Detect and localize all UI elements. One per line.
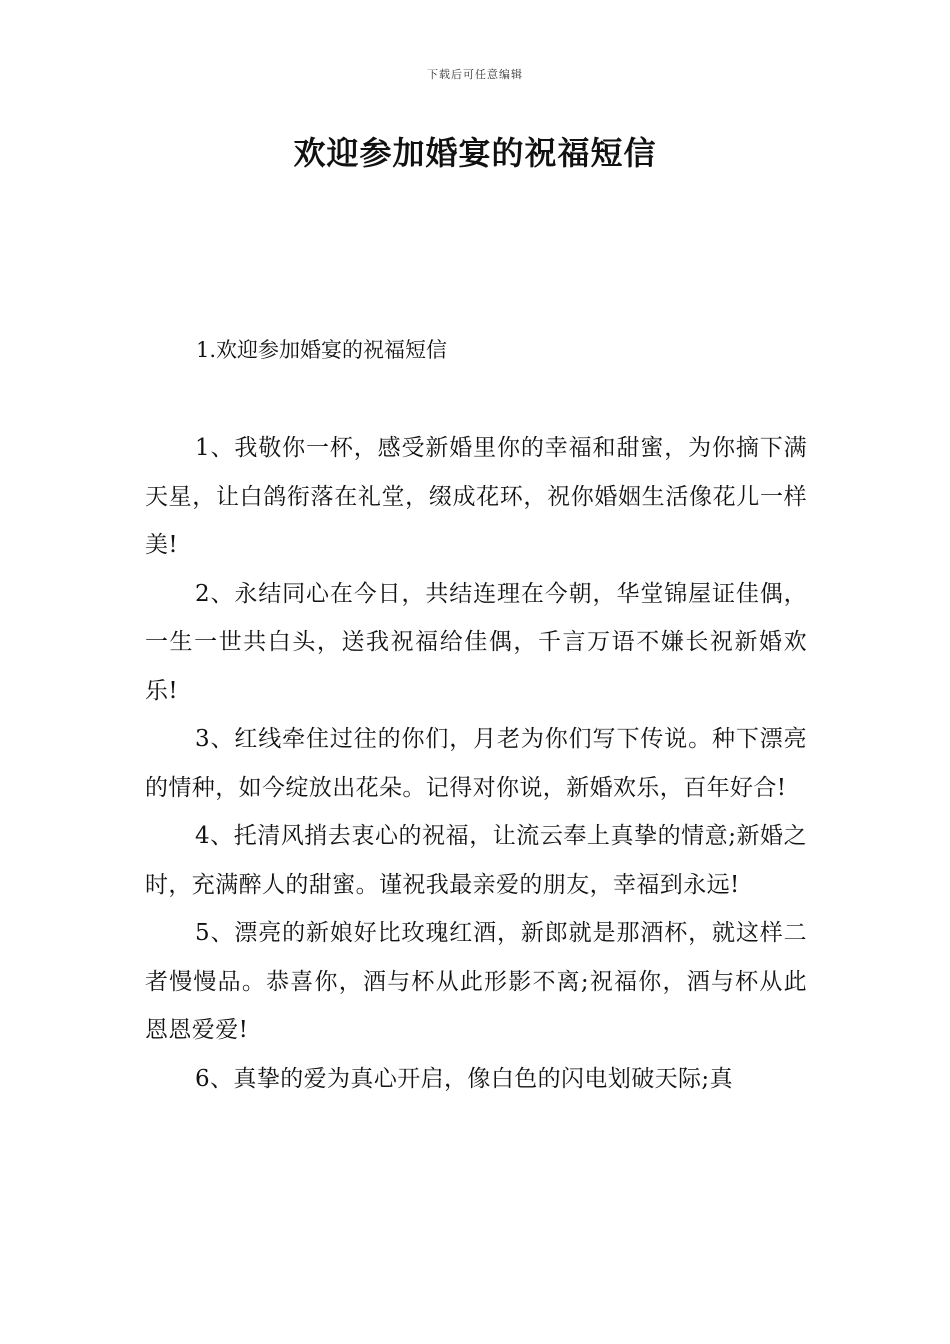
paragraph: 3、红线牵住过往的你们，月老为你们写下传说。种下漂亮的情种，如今绽放出花朵。记得对你说，新婚欢乐，百年好合!: [145, 726, 807, 801]
document-title: 欢迎参加婚宴的祝福短信: [293, 134, 657, 172]
body-text: [145, 424, 807, 1103]
paragraph: 2、永结同心在今日，共结连理在今朝，华堂锦屋证佳偶，一生一世共白头，送我祝福给佳偶，千言万语不嫌长祝新婚欢乐!: [145, 580, 807, 704]
paragraph: 5、漂亮的新娘好比玫瑰红酒，新郎就是那酒杯，就这样二者慢慢品。恭喜你，酒与杯从此形影不离;祝福你，酒与杯从此恩恩爱爱!: [145, 920, 807, 1043]
section-heading: 1.欢迎参加婚宴的祝福短信: [196, 338, 448, 362]
paragraph: 6、真挚的爱为真心开启，像白色的闪电划破天际;真: [195, 1065, 733, 1092]
header-note: 下载后可任意编辑: [427, 68, 523, 81]
paragraph: 4、托清风捎去衷心的祝福，让流云奉上真挚的情意;新婚之时，充满醉人的甜蜜。谨祝我最亲爱的朋友，幸福到永远!: [145, 823, 807, 898]
paragraph: 1、我敬你一杯，感受新婚里你的幸福和甜蜜，为你摘下满天星，让白鸽衔落在礼堂，缀成花环，祝你婚姻生活像花儿一样美!: [145, 435, 807, 558]
